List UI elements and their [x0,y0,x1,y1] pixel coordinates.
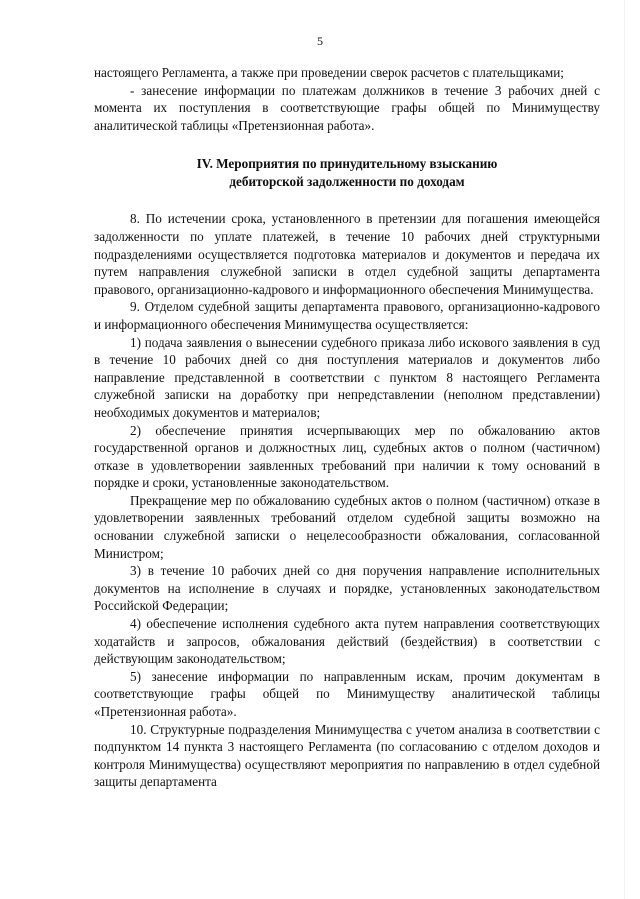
paragraph-subitem-5: 5) занесение информации по направленным искам, прочим документам в соответствующие графы общей по Минимуществу аналитической таблицы «Претензионная работа». [94,668,600,719]
document-body [94,64,600,791]
section-title-line-1: IV. Мероприятия по принудительному взысканию [196,156,498,172]
section-title [94,155,600,191]
paragraph-subitem-3: 3) в течение 10 рабочих дней со дня поручения направление исполнительных документов на исполнение в случаях и порядке, установленных законодательством Российской Федерации; [94,563,600,614]
page-number: 5 [317,34,323,48]
paragraph-subitem-4: 4) обеспечение исполнения судебного акта путем направления соответствующих ходатайств и запросов, обжалования действий (бездействия) в соответствии с действующим законодательством; [94,616,600,667]
paragraph-subitem-2: 2) обеспечение принятия исчерпывающих мер по обжалованию актов государственной органов и должностных лиц, судебных актов о полном (частичном) отказе в удовлетворении заявленных требований при наличии к тому оснований в порядке и сроки, установленные законодательством. [94,422,600,491]
paragraph-termination: Прекращение мер по обжалованию судебных актов о полном (частичном) отказе в удовлетворении заявленных требований отделом судебной защиты возможно на основании служебной записки о нецелесообразности обжалования, согласованной Министром; [94,492,600,561]
paragraph-item-8: 8. По истечении срока, установленного в претензии для погашения имеющейся задолженности по уплате платежей, в течение 10 рабочих дней структурными подразделениями осуществляется подготовка материалов и документов и передача их путем направления служебной записки в отдел судебной защиты департамента правового, организационно-кадрового и информационного обеспечения Минимущества. [94,211,600,297]
paragraph-subitem-1: 1) подача заявления о вынесении судебного приказа либо искового заявления в суд в течение 10 рабочих дней со дня поступления материалов и документов либо направление представленной в соответствии с пунктом 8 настоящего Регламента служебной записки на доработку при непредставлении (неполном представлении) необходимых документов и материалов; [94,334,600,420]
paragraph-item-10: 10. Структурные подразделения Минимущества с учетом анализа в соответствии с подпунктом 14 пункта 3 настоящего Регламента (по согласованию с отделом доходов и контроля Минимущества) осуществляют мероприятия по направлению в отдел судебной защиты департамента [94,721,600,790]
paragraph-bullet: - занесение информации по платежам должников в течение 3 рабочих дней с момента их поступления в соответствующие графы общей по Минимуществу аналитической таблицы «Претензионная работа». [94,82,600,133]
paragraph-item-9: 9. Отделом судебной защиты департамента правового, организационно-кадрового и информационного обеспечения Минимущества осуществляется: [94,299,600,332]
scan-edge-line [624,0,625,899]
section-title-line-2: дебиторской задолженности по доходам [229,174,465,190]
paragraph-continuation: настоящего Регламента, а также при проведении сверок расчетов с плательщиками; [94,65,564,80]
